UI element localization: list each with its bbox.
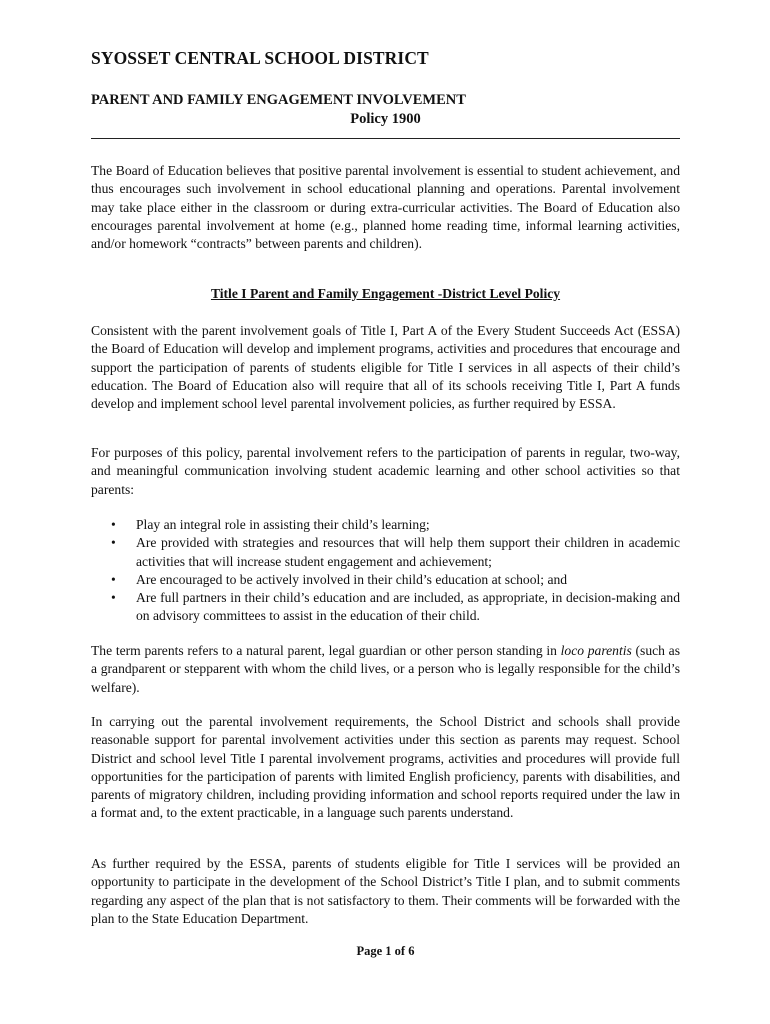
page-number: Page 1 of 6	[356, 944, 415, 958]
list-item-text: Are full partners in their child’s education and are included, as appropriate, in decision-making and on advisory committees to assist in the education of their child.	[136, 590, 680, 624]
requirements-paragraph: In carrying out the parental involvement requirements, the School District and schools shall provide reasonable support for parental involvement activities under this section as parents may request. School District and school level Title I parental involvement programs, activities and procedures will provide full opportunities for the participation of parents with limited English proficiency, parents with disabilities, and parents of migratory children, including providing information and school reports required under the law in a format and, to the extent practicable, in a language such parents understand.	[91, 714, 680, 821]
term-text-before: The term parents refers to a natural parent, legal guardian or other person standing in	[91, 643, 561, 658]
section-heading: Title I Parent and Family Engagement -District Level Policy	[210, 286, 561, 301]
policy-number: Policy 1900	[350, 111, 421, 127]
essa-paragraph: Consistent with the parent involvement goals of Title I, Part A of the Every Student Succeeds Act (ESSA) the Board of Education will develop and implement programs, activities and procedures that encourage and support the participation of parents of students eligible for Title I services in all aspects of their child’s education. The Board of Education also will require that all of its schools receiving Title I, Part A funds develop and implement school level parental involvement policies, as further required by ESSA.	[91, 323, 680, 412]
bullet-icon: •	[111, 590, 116, 606]
bullet-icon: •	[111, 571, 116, 587]
term-section	[91, 642, 680, 697]
bullet-list-section	[91, 516, 680, 626]
intro-section	[91, 162, 680, 253]
purposes-paragraph: For purposes of this policy, parental involvement refers to the participation of parents in regular, two-way, and meaningful communication involving student academic learning and other school activities so that parents:	[91, 445, 680, 497]
essa-section	[91, 322, 680, 413]
bullet-icon: •	[111, 535, 116, 551]
intro-paragraph: The Board of Education believes that positive parental involvement is essential to student achievement, and thus encourages such involvement in school educational planning and operations. Parental involvement may take place either in the classroom or during extra-curricular activities. The Board of Education also encourages parental involvement at home (e.g., planned home reading time, informal learning activities, and/or homework “contracts” between parents and children).	[91, 163, 680, 252]
further-section	[91, 855, 680, 928]
term-latin: loco parentis	[560, 643, 632, 658]
policy-title: PARENT AND FAMILY ENGAGEMENT INVOLVEMENT	[91, 92, 466, 108]
requirements-section	[91, 713, 680, 823]
list-item	[91, 516, 680, 534]
district-name: SYOSSET CENTRAL SCHOOL DISTRICT	[91, 48, 429, 68]
term-paragraph	[91, 642, 680, 697]
list-item-text: Are provided with strategies and resources that will help them support their children in academic activities that will increase student engagement and achievement;	[136, 535, 680, 569]
list-item	[91, 589, 680, 626]
further-paragraph: As further required by the ESSA, parents of students eligible for Title I services will be provided an opportunity to participate in the development of the School District’s Title I plan, and to submit comments regarding any aspect of the plan that is not satisfactory to them. Their comments will be forwarded with the plan to the State Education Department.	[91, 856, 680, 926]
title-one-section	[91, 286, 680, 302]
list-item	[91, 534, 680, 571]
purposes-section	[91, 444, 680, 499]
bullet-list	[91, 516, 680, 626]
term-text-after: (such as a grandparent or stepparent with whom the child lives, or a person who is legally responsible for the child’s welfare).	[91, 643, 680, 695]
header-divider	[91, 138, 680, 139]
list-item	[91, 571, 680, 589]
bullet-icon: •	[111, 517, 116, 532]
list-item-text: Are encouraged to be actively involved in their child’s education at school; and	[136, 571, 568, 587]
list-item-text: Play an integral role in assisting their child’s learning;	[136, 517, 430, 532]
